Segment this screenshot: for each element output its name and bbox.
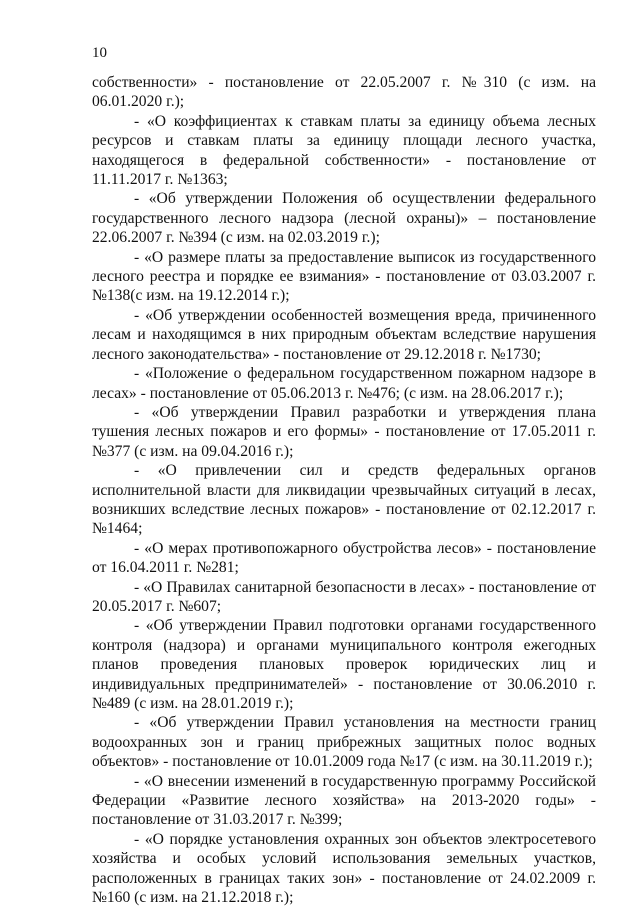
list-item: - «Положение о федеральном государственном пожарном надзоре в лесах» - постановление от 05.06.2013 г. №476; (с изм. на 28.06.2017 г.); (92, 365, 596, 402)
list-item: - «Об утверждении Правил установления на местности границ водоохранных зон и границ прибрежных защитных полос водных объектов» - постановление от 10.01.2009 года №17 (с изм. на 30.11.2019 г.); (92, 714, 596, 771)
list-item: - «О порядке установления охранных зон объектов электросетевого хозяйства и особых условий использования земельных участков, расположенных в границах таких зон» - постановление от 24.02.2009 г. №160 (с изм. на 21.12.2018 г.); (92, 830, 596, 907)
list-item: - «О мерах противопожарного обустройства лесов» - постановление от 16.04.2011 г. №281; (92, 539, 596, 577)
list-item: - «О размере платы за предоставление выписок из государственного лесного реестра и порядке ее взимания» - постановление от 03.03.2007 г. №138(с изм. на 19.12.2014 г.); (92, 248, 596, 305)
document-body (92, 73, 596, 907)
list-item: - «О Правилах санитарной безопасности в лесах» - постановление от 20.05.2017 г. №607; (92, 578, 596, 615)
page-number: 10 (92, 45, 107, 61)
list-item: - «Об утверждении Положения об осуществлении федерального государственного лесного надзора (лесной охраны)» – постановление 22.06.2007 г. №394 (с изм. на 02.03.2019 г.); (92, 190, 596, 247)
list-item: - «Об утверждении Правил подготовки органами государственного контроля (надзора) и органами муниципального контроля ежегодных планов проведения плановых проверок юридических лиц и индивидуальных предпринимателей» - постановление от 30.06.2010 г. №489 (с изм. на 28.01.2019 г.); (92, 617, 596, 712)
list-item: - «О коэффициентах к ставкам платы за единицу объема лесных ресурсов и ставкам платы за единицу площади лесного участка, находящегося в федеральной собственности» - постановление от 11.11.2017 г. №1363; (92, 112, 596, 189)
list-item: - «Об утверждении особенностей возмещения вреда, причиненного лесам и находящимся в них природным объектам вследствие нарушения лесного законодательства» - постановление от 29.12.2018 г. №1730; (92, 306, 596, 363)
list-item: - «О внесении изменений в государственную программу Российской Федерации «Развитие лесного хозяйства» на 2013-2020 годы» - постановление от 31.03.2017 г. №399; (92, 772, 596, 829)
list-item: - «Об утверждении Правил разработки и утверждения плана тушения лесных пожаров и его формы» - постановление от 17.05.2011 г. №377 (с изм. на 09.04.2016 г.); (92, 403, 596, 460)
paragraph-continuation: собственности» - постановление от 22.05.2007 г. №310 (с изм. на 06.01.2020 г.); (92, 74, 596, 111)
list-item: - «О привлечении сил и средств федеральных органов исполнительной власти для ликвидации чрезвычайных ситуаций в лесах, возникших вследствие лесных пожаров» - постановление от 02.12.2017 г. №1464; (92, 462, 596, 538)
